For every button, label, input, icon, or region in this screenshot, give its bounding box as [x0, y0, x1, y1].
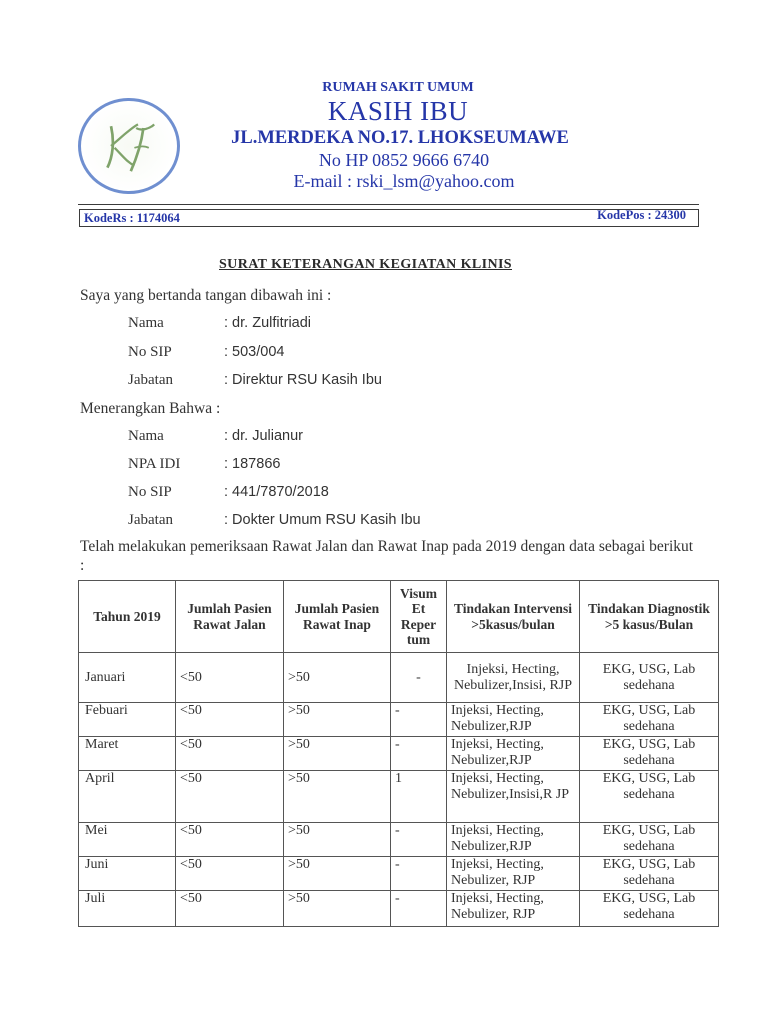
subject-jabatan-label: Jabatan: [128, 512, 173, 528]
hospital-phone: No HP 0852 9666 6740: [318, 150, 490, 170]
cell-diagnostik: EKG, USG, Lab sedehana: [580, 737, 719, 771]
subject-sip-value: : 441/7870/2018: [224, 484, 329, 500]
signer-jabatan-value: : Direktur RSU Kasih Ibu: [224, 372, 382, 388]
header-rawat-jalan: Jumlah Pasien Rawat Jalan: [176, 581, 284, 653]
cell-month: Mei: [79, 823, 176, 857]
header-rawat-inap: Jumlah Pasien Rawat Inap: [284, 581, 391, 653]
cell-month: Juni: [79, 857, 176, 891]
signer-jabatan-label: Jabatan: [128, 372, 173, 388]
subject-nama-value: : dr. Julianur: [224, 428, 303, 444]
cell-visum: -: [391, 737, 447, 771]
cell-jalan: <50: [176, 703, 284, 737]
cell-diagnostik: EKG, USG, Lab sedehana: [580, 771, 719, 823]
subject-sip-label: No SIP: [128, 484, 172, 500]
header-tahun: Tahun 2019: [79, 581, 176, 653]
table-row: [79, 823, 719, 857]
cell-diagnostik: EKG, USG, Lab sedehana: [580, 857, 719, 891]
cell-month: Maret: [79, 737, 176, 771]
table-row: [79, 771, 719, 823]
cell-month: Januari: [79, 653, 176, 703]
kode-pos: KodePos : 24300: [597, 208, 686, 222]
cell-diagnostik: EKG, USG, Lab sedehana: [580, 653, 719, 703]
cell-intervensi: Injeksi, Hecting, Nebulizer, RJP: [447, 891, 580, 927]
codes-bar: [79, 209, 699, 227]
cell-visum: 1: [391, 771, 447, 823]
subject-nama-label: Nama: [128, 428, 164, 444]
cell-diagnostik: EKG, USG, Lab sedehana: [580, 823, 719, 857]
header-divider: [78, 204, 699, 205]
table-row: [79, 703, 719, 737]
header-diagnostik: Tindakan Diagnostik >5 kasus/Bulan: [580, 581, 719, 653]
cell-intervensi: Injeksi, Hecting, Nebulizer,Insisi, RJP: [447, 653, 580, 703]
hospital-address: JL.MERDEKA NO.17. LHOKSEUMAWE: [231, 128, 569, 148]
cell-jalan: <50: [176, 653, 284, 703]
hospital-email: E-mail : rski_lsm@yahoo.com: [293, 171, 515, 191]
signer-sip-label: No SIP: [128, 344, 172, 360]
signer-nama-value: : dr. Zulfitriadi: [224, 315, 312, 331]
subject-jabatan-value: : Dokter Umum RSU Kasih Ibu: [224, 512, 421, 528]
cell-diagnostik: EKG, USG, Lab sedehana: [580, 703, 719, 737]
header-intervensi: Tindakan Intervensi >5kasus/bulan: [447, 581, 580, 653]
cell-visum: -: [391, 653, 447, 703]
cell-month: Febuari: [79, 703, 176, 737]
cell-inap: >50: [284, 857, 391, 891]
cell-jalan: <50: [176, 771, 284, 823]
subject-npa-label: NPA IDI: [128, 456, 181, 472]
signer-sip-value: : 503/004: [224, 344, 285, 360]
cell-jalan: <50: [176, 857, 284, 891]
clinical-activity-table: [78, 580, 719, 927]
cell-inap: >50: [284, 771, 391, 823]
cell-visum: -: [391, 823, 447, 857]
cell-intervensi: Injeksi, Hecting, Nebulizer,Insisi,R JP: [447, 771, 580, 823]
cell-intervensi: Injeksi, Hecting, Nebulizer,RJP: [447, 703, 580, 737]
cell-intervensi: Injeksi, Hecting, Nebulizer,RJP: [447, 737, 580, 771]
hospital-type: RUMAH SAKIT UMUM: [322, 80, 474, 95]
cell-jalan: <50: [176, 737, 284, 771]
cell-inap: >50: [284, 823, 391, 857]
cell-inap: >50: [284, 737, 391, 771]
cell-intervensi: Injeksi, Hecting, Nebulizer,RJP: [447, 823, 580, 857]
cell-intervensi: Injeksi, Hecting, Nebulizer, RJP: [447, 857, 580, 891]
cell-inap: >50: [284, 703, 391, 737]
table-header-row: [79, 581, 719, 653]
cell-visum: -: [391, 891, 447, 927]
signer-nama-label: Nama: [128, 315, 164, 331]
statement-paragraph: Telah melakukan pemeriksaan Rawat Jalan dan Rawat Inap pada 2019 dengan data sebagai berikut :: [80, 538, 694, 574]
cell-month: April: [79, 771, 176, 823]
cell-month: Juli: [79, 891, 176, 927]
table-row: [79, 653, 719, 703]
cell-inap: >50: [284, 653, 391, 703]
cell-visum: -: [391, 703, 447, 737]
cell-inap: >50: [284, 891, 391, 927]
document-title: SURAT KETERANGAN KEGIATAN KLINIS: [219, 257, 512, 272]
header-visum: Visum Et Reper tum: [391, 581, 447, 653]
cell-visum: -: [391, 857, 447, 891]
intro2-text: Menerangkan Bahwa :: [80, 400, 221, 417]
intro-text: Saya yang bertanda tangan dibawah ini :: [80, 287, 332, 304]
table-row: [79, 857, 719, 891]
cell-diagnostik: EKG, USG, Lab sedehana: [580, 891, 719, 927]
subject-npa-value: : 187866: [224, 456, 281, 472]
table-row: [79, 737, 719, 771]
kode-rs: KodeRs : 1174064: [84, 211, 180, 225]
cell-jalan: <50: [176, 891, 284, 927]
table-row: [79, 891, 719, 927]
cell-jalan: <50: [176, 823, 284, 857]
hospital-name: KASIH IBU: [327, 96, 469, 126]
